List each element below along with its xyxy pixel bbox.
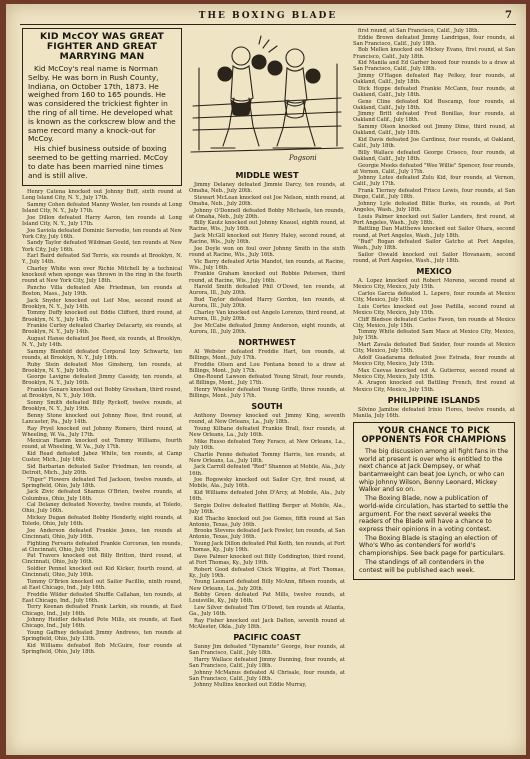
cartoon-illustration — [189, 28, 345, 168]
section-heading-philippine-islands: PHILIPPINE ISLANDS — [387, 395, 481, 405]
result-item: Robert Good defeated Chick Wiggins, at Fort Thomas, Ky., July 19th. — [189, 566, 345, 579]
result-item: Frankie Curley defeated Charley Delacarty, six rounds, at Brooklyn, N. Y., July 14th. — [22, 323, 182, 336]
promo-headline: YOUR CHANCE TO PICK OPPONENTS FOR CHAMPIONS — [361, 424, 507, 445]
result-item: Mickey Dugan defeated Bobby Henderly, eight rounds, at Toledo, Ohio, July 16th. — [22, 514, 182, 528]
feature-paragraph: Kid McCoy's real name is Norman Selby. He was born in Rush County, Indiana, on October 17th, 1873. He weighed from 160 to 165 pounds. He was considered the trickiest fighter in the ring of all time. He developed what is known as the corkscrew blow and the same record many a knock-out for McCoy. — [28, 64, 176, 144]
result-item: Mart Zavala defeated Bud Snider, four rounds at Mexico City, Mexico, July 15th. — [353, 342, 515, 355]
result-item: Tommy White defeated Sam Mace at Mexico City, Mexico, July 15th. — [353, 329, 515, 342]
result-item: Vic Barry defeated Artie Mandot, ten rounds, at Racine, Wis., July 16th. — [189, 258, 345, 271]
result-item: Terry Keenan defeated Frank Larkin, six rounds, at East Chicago, Ind., July 16th. — [22, 604, 182, 617]
result-item: Kid Thacho knocked out Joe Gomes, fifth round at San Antonio, Texas, July 16th. — [189, 515, 345, 528]
result-item: Lew Silver defeated Tim O'Dowd, ten rounds at Atlanta, Ga., July 16th. — [189, 605, 345, 618]
result-item: Cal Delaney defeated Novechy, twelve rounds, at Toledo, Ohio, July 16th. — [22, 502, 182, 515]
result-item: first round, at San Francisco, Calif., July 18th. — [358, 28, 480, 34]
result-item: Mexican Hamm knocked out Tommy Williams, fourth round, at Wheeling, W. Va., July 17th. — [22, 438, 182, 451]
result-item: Billy Wallace defeated George Crisoco, four rounds, at Oakland, Calif., July 18th. — [353, 149, 515, 162]
boxing-cartoon — [189, 28, 345, 168]
result-item: Bobby Green defeated Pat Mills, twelve rounds, at Louisville, Ky., July 16th. — [189, 592, 345, 605]
result-item: Joe Rogowsky knocked out Sailor Cyr, first round, at Mobile, Ala., July 16th. — [189, 477, 345, 490]
result-item: Sunny Jim defeated "Dynamite" George, four rounds, at San Francisco, Calif., July 18th. — [189, 644, 345, 657]
south-list — [189, 413, 345, 630]
promo-body — [359, 448, 509, 574]
pacific-coast-list — [189, 644, 345, 688]
promo-paragraph: The Boxing Blade, now a publication of world-wide circulation, has started to settle the argument. For the next several weeks the readers of the Blade will have a chance to express their opinions in a voting contest. — [359, 495, 509, 533]
result-item: Joe Saviola defeated Dominic Servedio, ten rounds at New York City, July 16th. — [22, 227, 182, 240]
result-item: Johnny Lotes defeated Zulu Kid, four rounds, at Vernon, Calif., July 17th. — [353, 175, 515, 188]
result-item: Freddie Olsen and Lou Fontana boxed to a draw at Billings, Mont., July 17th. — [189, 361, 345, 374]
feature-box — [22, 28, 182, 186]
result-item: Jack Zivic defeated Shamus O'Brien, twelve rounds, at Columbus, Ohio, July 16th. — [22, 489, 182, 502]
result-item: Jack McGill knocked out Henry Haley, second round, at Racine, Wis., July 16th. — [189, 233, 345, 246]
result-item: Dick Hoppe defeated Frankie McCann, four rounds, at Oakland, Calif., July 18th. — [353, 85, 515, 98]
result-item: Luis Cortes knocked out Jose Padilla, second round at Mexico City, Mexico, July 15th. — [353, 303, 515, 316]
result-item: Pancho Villa defeated Abe Friedman, ten rounds at Boston, Mass., July 19th. — [22, 284, 182, 298]
result-item: Carlos Garcia defeated L. Lepero, four rounds at Mexico City, Mexico, July 15th. — [353, 290, 515, 304]
result-item: Georgie Meeks defeated "Wee Willie" Spencer, four rounds, at Vernon, Calif., July 17th. — [353, 162, 515, 175]
result-item: Jimmy O'Hagen defeated Ray Pelkey, four rounds, at Oakland, Calif., July 18th. — [353, 73, 515, 86]
result-item: Henry Wheeler defeated Young Griffo, three rounds, at Billings, Mont., July 17th. — [189, 387, 345, 400]
result-item: Tommy Duffy knocked out Eddie Clifford, third round, at Brooklyn, N. Y., July 14th. — [22, 310, 182, 323]
result-item: Frankie Genaro knocked out Bobby Gresham, third round, at Brooklyn, N. Y., July 16th. — [22, 387, 182, 400]
result-item: "Bud" Rogan defeated Sailor Gatcho at Port Angeles, Wash., July 18th. — [353, 239, 515, 252]
result-item: Silvino Jamitoe defeated Irinio Flores, twelve rounds, at Manila, July 16th. — [353, 406, 515, 419]
result-item: One-Round Lawson defeated Young Strait, four rounds, at Billings, Mont., July 17th. — [189, 374, 345, 387]
result-item: Young Leonard defeated Billy McAnn, fifteen rounds, at New Orleans, La., July 20th. — [189, 579, 345, 592]
result-item: Charley White won over Richie Mitchell by a technical knockout when sponge was thrown in the ring in the fourth round at New York City, July 18th. — [22, 266, 182, 285]
result-item: Kid Davis defeated Joe Cardinez, four rounds, at Oakland, Calif., July 18th. — [353, 136, 515, 150]
magazine-page — [6, 4, 526, 755]
result-item: Harold Smith defeated Phil O'Dowd, ten rounds, at Aurora, Ill., July 20th. — [189, 284, 345, 297]
philippine-list — [353, 407, 515, 419]
result-item: Sonny Smith defeated Billy Ryckoff, twelve rounds, at Brooklyn, N. Y., July 19th. — [22, 399, 182, 413]
result-item: A. Aragon knocked out Battling French, first round at Mexico City, Mexico, July 15th. — [353, 380, 515, 393]
result-item: Sammy Olson knocked out Jimmy Dime, third round, at Oakland, Calif., July 18th. — [353, 124, 515, 137]
result-item: Young Kilbane defeated Frankie Brall, four rounds, at New Orleans, La., July 16th. — [189, 426, 345, 439]
result-item: Frank Tierney defeated Frisco Lewis, four rounds, at San Diego, Calif., July 18th. — [353, 188, 515, 201]
result-item: Johnny Mullins knocked out Eddie Murray, — [194, 682, 307, 689]
result-item: Sandy Taylor defeated Wildman Gould, ten rounds at New York City, July 16th. — [22, 240, 182, 253]
publication-title: THE BOXING BLADE — [198, 11, 338, 21]
result-item: Battling Dan Matthews knocked out Sailor Ohara, second round, at Port Angeles, Wash., July 18th. — [353, 226, 515, 239]
result-item: Johnny Lyle defeated Billie Burke, six rounds, at Port Angeles, Wash., July 18th. — [353, 200, 515, 213]
result-item: Ruby Stein defeated Moe Ginsberg, ten rounds, at Brooklyn, N. Y., July 16th. — [22, 361, 182, 374]
page-number: 7 — [505, 10, 514, 21]
result-item: Henry Catena knocked out Johnny Buff, sixth round at Long Island City, N. Y., July 17th. — [22, 189, 182, 202]
result-item: Jimmy Delaney defeated Jimmie Darcy, ten rounds, at Omaha, Neb., July 20th. — [189, 182, 345, 195]
northwest-list — [189, 349, 345, 400]
result-item: Billy Kautz knocked out Johnny Knauel, eighth round, at Racine, Wis., July 16th. — [189, 220, 345, 233]
right-column — [353, 28, 515, 750]
result-item: Sammy Blenfeld defeated Corporal Izzy Schwartz, ten rounds, at Brooklyn, N. Y., July 16th. — [22, 348, 182, 361]
section-heading-pacific-coast: PACIFIC COAST — [233, 633, 301, 642]
result-item: Pat Travers knocked out Billy Britton, third round, at Cincinnati, Ohio, July 16th. — [22, 553, 182, 566]
result-item: Ray Fisher knocked out Jack Dalton, seventh round at McAlester, Okla., July 18th. — [189, 617, 345, 630]
result-item: Cliff Bledsoe defeated Carlos Favon, ten rounds at Mexico City, Mexico, July 15th. — [353, 316, 515, 329]
result-item: Stewart McLean knocked out Joe Nelson, ninth round, at Omaha, Neb., July 20th. — [189, 194, 345, 207]
result-item: Kid Read defeated Jabez White, ten rounds, at Camp Custer, Mich., July 16th. — [22, 451, 182, 464]
result-item: Tommy O'Brien knocked out Sailor Pacillio, ninth round, at East Chicago, Ind., July 16th. — [22, 578, 182, 591]
promo-paragraph: The Boxing Blade is staging an election of Who's Who as contenders for world's championships. See back page for particulars. — [359, 534, 506, 558]
result-item: Earl Baird defeated Sid Terris, six rounds at Brooklyn, N. Y., July 14th. — [22, 253, 182, 266]
result-item: Joe Anderson defeated Frankie Jones, ten rounds at Cincinnati, Ohio, July 16th. — [22, 527, 182, 540]
pacific-coast-continued-list — [353, 28, 515, 264]
result-item: Joe Doyle won on foul over Johnny Smith in the sixth round at Racine, Wis., July 16th. — [189, 245, 345, 258]
result-item: Charley Van knocked out Angelo Lorenzo, third round, at Aurora, Ill., July 20th. — [189, 309, 345, 322]
result-item: Brooks Stevens defeated Jack Fowler, ten rounds, at San Antonio, Texas, July 16th. — [189, 528, 345, 541]
result-item: Freddie Wilder defeated Shuffle Callahan, ten rounds, at East Chicago, Ind., July 16th. — [22, 591, 182, 604]
mexico-list — [353, 278, 515, 392]
result-item: "Tiger" Flowers defeated Ted Jackson, twelve rounds, at Springfield, Ohio, July 18th. — [22, 476, 182, 489]
promo-paragraph: The standings of all contenders in the contest will be published each week. — [359, 558, 485, 574]
result-item: Bob Mellen knocked out Mickey Evans, first round, at San Francisco, Calif., July 18th. — [353, 47, 515, 60]
result-item: Sammy Cohen defeated Manny Wexler, ten rounds at Long Island City, N. Y., July 17th. — [22, 202, 182, 215]
promo-box — [353, 422, 515, 580]
cartoon-signature: Pogsoni — [289, 154, 317, 162]
masthead — [20, 10, 516, 25]
result-item: Joe Dillon defeated Harry Aaron, ten rounds at Long Island City, N. Y., July 17th. — [22, 214, 182, 228]
section-heading-mexico: MEXICO — [416, 267, 452, 277]
result-item: Jack Snyder knocked out Leif Moe, second round at Brooklyn, N. Y., July 14th. — [22, 297, 182, 310]
result-item: Mike Russo defeated Tony Feraco, at New Orleans, La., July 16th. — [189, 438, 345, 451]
result-item: Johnny McManus defeated Al Chrisale, four rounds, at San Francisco, Calif., July 18th. — [189, 669, 345, 682]
feature-headline: KID McCOY WAS GREAT FIGHTER AND GREAT MARRYING MAN — [39, 31, 165, 62]
result-item: Kid Manila and Ed Garber boxed four rounds to a draw at San Francisco, Calif., July 18th. — [353, 60, 515, 73]
result-item: Kid Williams defeated Bob McGuire, four rounds at Springfield, Ohio, July 18th. — [22, 642, 182, 655]
middle-column — [189, 28, 345, 750]
result-item: Dave Palmer knocked out Billy Coddington, third round, at Fort Thomas, Ky., July 19th. — [189, 553, 345, 566]
result-item: Bud Taylor defeated Harry Gordon, ten rounds, at Aurora, Ill., July 20th. — [189, 297, 345, 310]
result-item: Sid Barbarian defeated Sailor Friedman, ten rounds, at Detroit, Mich., July 20th. — [22, 463, 182, 476]
result-item: Harry Wallace defeated Jimmy Dunning, four rounds, at San Francisco, Calif., July 18th. — [189, 656, 345, 669]
result-item: Sergie Dolive defeated Battling Berger at Mobile, Ala., July 16th. — [189, 502, 345, 515]
result-item: Eddie Brown defeated Jimmy Landrigan, four rounds, at San Francisco, Calif., July 18th. — [353, 34, 515, 47]
result-item: Ray Pryel knocked out Johnny Romero, third round, at Wheeling, W. Va., July 17th. — [22, 425, 182, 438]
result-item: August Hanse defeated Joe Reed, six rounds, at Brooklyn, N. Y., July 14th. — [22, 336, 182, 349]
section-heading-northwest: NORTHWEST — [238, 337, 296, 347]
result-item: Gene Cline defeated Kid Buscamp, four rounds, at Oakland, Calif., July 18th. — [353, 98, 515, 111]
result-item: Kid Williams defeated John D'Arcy, at Mobile, Ala., July 16th. — [189, 490, 345, 503]
result-item: A. Lopez knocked out Robert Moreno, second round at Mexico City, Mexico, July 15th. — [353, 278, 515, 291]
results-list — [22, 189, 182, 655]
result-item: Johnny Heidler defeated Pete Mills, six rounds, at East Chicago, Ind., July 16th. — [22, 617, 182, 630]
result-item: Frankie Graham knocked out Robbie Petersen, third round, at Racine, Wis., July 16th. — [189, 271, 345, 284]
feature-body — [28, 65, 176, 180]
result-item: Jack Carroll defeated "Red" Shannon at Mobile, Ala., July 16th. — [189, 464, 345, 477]
result-item: Al Webster defeated Freddie Hart, ten rounds, at Billings, Mont., July 17th. — [189, 348, 345, 361]
result-item: Louis Palmer knocked out Sailor Landers, first round, at Port Angeles, Wash., July 18th. — [353, 213, 515, 226]
result-item: Joe McCabe defeated Jimmy Anderson, eight rounds, at Aurora, Ill., July 20th. — [189, 322, 345, 335]
section-heading-south: SOUTH — [251, 402, 283, 412]
result-item: Adolf Guadarama defeated Jose Estrada, four rounds at Mexico City, Mexico, July 15th. — [353, 354, 515, 367]
result-item: Sailor Oswald knocked out Sailor Hovanasm, second round, at Port Angeles, Wash., July 18th. — [353, 251, 515, 265]
result-item: Soldier Pennel knocked out Kid Kicker, fourth round, at Cincinnati, Ohio, July 16th. — [22, 566, 182, 579]
result-item: George Lavigne defeated Jimmy Cassidy, ten rounds, at Brooklyn, N. Y., July 16th. — [22, 374, 182, 387]
result-item: Young Gaffney defeated Jimmy Andrews, ten rounds at Springfield, Ohio, July 13th. — [22, 630, 182, 643]
result-item: Max Cuevas knocked out A. Gutierrez, second round at Mexico City, Mexico, July 15th. — [353, 367, 515, 380]
promo-paragraph: The big discussion among all fight fans in the world at present is over who is entitled to the next chance at Jack Dempsey, or what bantamweight can beat Joe Lynch, or who can whip Johnny Wilson, Benny Leonard, Mickey Walker and so on. — [359, 447, 509, 494]
feature-paragraph: His chief business outside of boxing seemed to be getting married. McCoy to date has been married nine times and is still alive. — [28, 144, 169, 180]
result-item: Johnny O'Donnell defeated Bobby Michaels, ten rounds, at Omaha, Neb., July 20th. — [189, 207, 345, 220]
result-item: Fighting Fervaris defeated Frankie Corcoran, ten rounds, at Cincinnati, Ohio, July 16th. — [22, 540, 182, 553]
section-heading-middle-west: MIDDLE WEST — [235, 171, 299, 180]
result-item: Anthony Downey knocked out Jimmy King, seventh round, at New Orleans, La., July 18th. — [189, 413, 345, 426]
left-column — [22, 28, 182, 750]
result-item: Charlie Fenno defeated Tommy Harris, ten rounds, at New Orleans, La., July 18th. — [189, 451, 345, 464]
result-item: Young Jack Dillon defeated Phil Keith, ten rounds, at Fort Thomas, Ky., July 19th. — [189, 541, 345, 554]
result-item: Jimmy Britt defeated Fred Bonillas, four rounds, at Oakland Calif., July 18th. — [353, 111, 515, 124]
middle-west-list — [189, 182, 345, 335]
result-item: Benny Stone knocked out Johnny Rose, first round, at Lancaster, Pa., July 14th. — [22, 412, 182, 425]
